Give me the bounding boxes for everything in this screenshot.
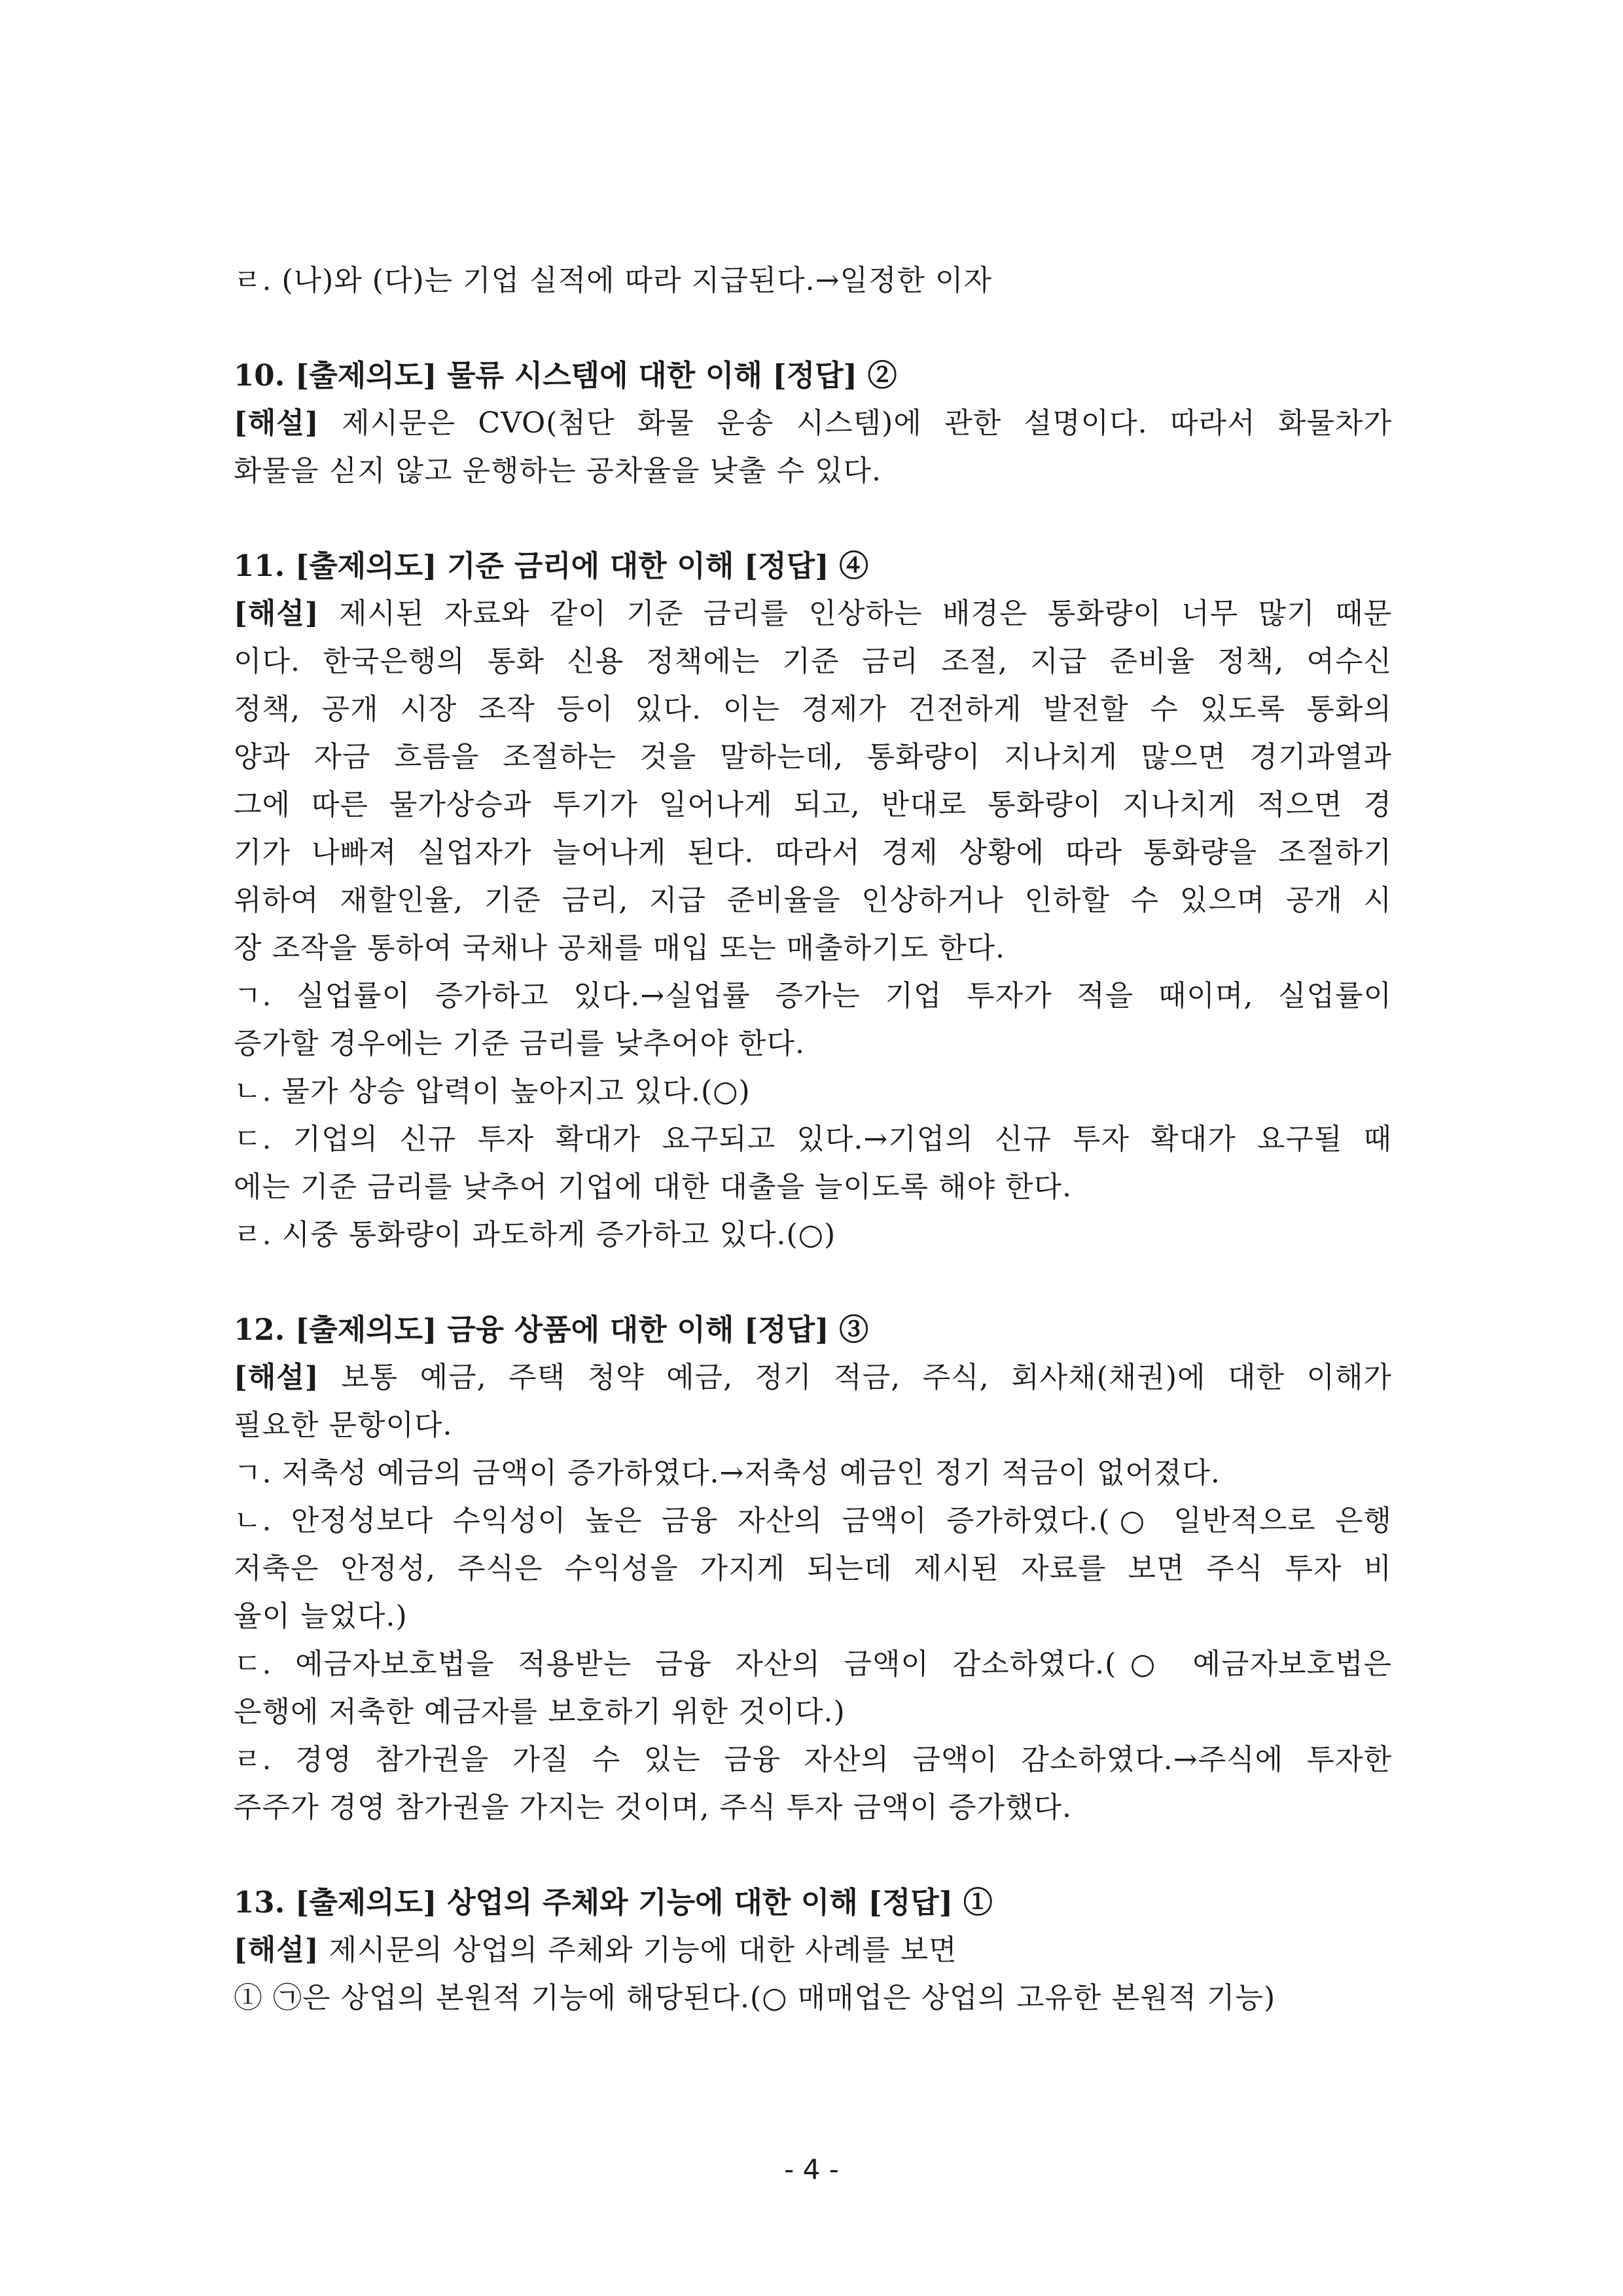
paragraph-line: ㄹ. (나)와 (다)는 기업 실적에 따라 지급된다.→일정한 이자 [234,264,992,297]
question-10-explanation-line: [해설] 제시문은 CVO(첨단 화물 운송 시스템)에 관한 설명이다. 따라서 화물차가 [234,406,1392,440]
paragraph-line: 은행에 저축한 예금자를 보호하기 위한 것이다.) [234,1695,846,1729]
explanation-label: [해설] [234,597,319,630]
question-13-explanation-line: [해설] 제시문의 상업의 주체와 기능에 대한 사례를 보면 [234,1933,957,1967]
question-12-heading: 12. [출제의도] 금융 상품에 대한 이해 [정답] ③ [234,1312,869,1347]
page-number: - 4 - [784,2153,839,2185]
document-body [234,257,1392,2022]
explanation-label: [해설] [234,1933,319,1967]
paragraph-line: 화물을 싣지 않고 운행하는 공차율을 낮출 수 있다. [234,454,882,488]
option-line: ㄷ. 기업의 신규 투자 확대가 요구되고 있다.→기업의 신규 투자 확대가 요구될 때 [234,1122,1392,1156]
paragraph-line: 정책, 공개 시장 조작 등이 있다. 이는 경제가 건전하게 발전할 수 있도록 통화의 [234,692,1392,726]
question-13-heading: 13. [출제의도] 상업의 주체와 기능에 대한 이해 [정답] ① [234,1885,993,1920]
option-line: ① ㉠은 상업의 본원적 기능에 해당된다.(○ 매매업은 상업의 고유한 본원적 기능) [234,1981,1276,2015]
paragraph-line: 주주가 경영 참가권을 가지는 것이며, 주식 투자 금액이 증가했다. [234,1791,1072,1824]
question-10-heading: 10. [출제의도] 물류 시스템에 대한 이해 [정답] ② [234,358,897,393]
explanation-label: [해설] [234,1361,319,1394]
option-line: ㄷ. 예금자보호법을 적용받는 금융 자산의 금액이 감소하였다.(○ 예금자보호법은 [234,1647,1392,1681]
paragraph-line: 이다. 한국은행의 통화 신용 정책에는 기준 금리 조절, 지급 준비율 정책, 여수신 [234,645,1392,678]
paragraph-line: 저축은 안정성, 주식은 수익성을 가지게 되는데 제시된 자료를 보면 주식 투자 비 [234,1552,1392,1585]
paragraph-line: 기가 나빠져 실업자가 늘어나게 된다. 따라서 경제 상황에 따라 통화량을 조절하기 [234,836,1392,869]
option-line: ㄱ. 실업률이 증가하고 있다.→실업률 증가는 기업 투자가 적을 때이며, 실업률이 [234,979,1392,1013]
option-line: ㄴ. 물가 상승 압력이 높아지고 있다.(○) [234,1075,751,1108]
option-line: ㄹ. 경영 참가권을 가질 수 있는 금융 자산의 금액이 감소하였다.→주식에 투자한 [234,1743,1392,1776]
question-11-heading: 11. [출제의도] 기준 금리에 대한 이해 [정답] ④ [234,548,869,583]
paragraph-line: 그에 따른 물가상승과 투기가 일어나게 되고, 반대로 통화량이 지나치게 적으면 경 [234,788,1392,821]
paragraph-line: 율이 늘었다.) [234,1600,408,1633]
question-11-explanation-line: [해설] 제시된 자료와 같이 기준 금리를 인상하는 배경은 통화량이 너무 많기 때문 [234,597,1392,630]
explanation-label: [해설] [234,406,319,440]
paragraph-line: 에는 기준 금리를 낮추어 기업에 대한 대출을 늘이도록 해야 한다. [234,1170,1072,1204]
paragraph-line: 필요한 문항이다. [234,1408,453,1442]
option-line: ㄱ. 저축성 예금의 금액이 증가하였다.→저축성 예금인 정기 적금이 없어졌다. [234,1456,1221,1490]
paragraph-line: 위하여 재할인율, 기준 금리, 지급 준비율을 인상하거나 인하할 수 있으며 공개 시 [234,884,1392,917]
option-line: ㄴ. 안정성보다 수익성이 높은 금융 자산의 금액이 증가하였다.(○ 일반적으로 은행 [234,1504,1392,1537]
question-12-explanation-line: [해설] 보통 예금, 주택 청약 예금, 정기 적금, 주식, 회사채(채권)에 대한 이해가 [234,1361,1392,1394]
paragraph-line: 장 조작을 통하여 국채나 공채를 매입 또는 매출하기도 한다. [234,931,1005,965]
paragraph-line: 증가할 경우에는 기준 금리를 낮추어야 한다. [234,1027,805,1060]
option-line: ㄹ. 시중 통화량이 과도하게 증가하고 있다.(○) [234,1218,836,1251]
paragraph-line: 양과 자금 흐름을 조절하는 것을 말하는데, 통화량이 지나치게 많으면 경기과열과 [234,740,1392,774]
